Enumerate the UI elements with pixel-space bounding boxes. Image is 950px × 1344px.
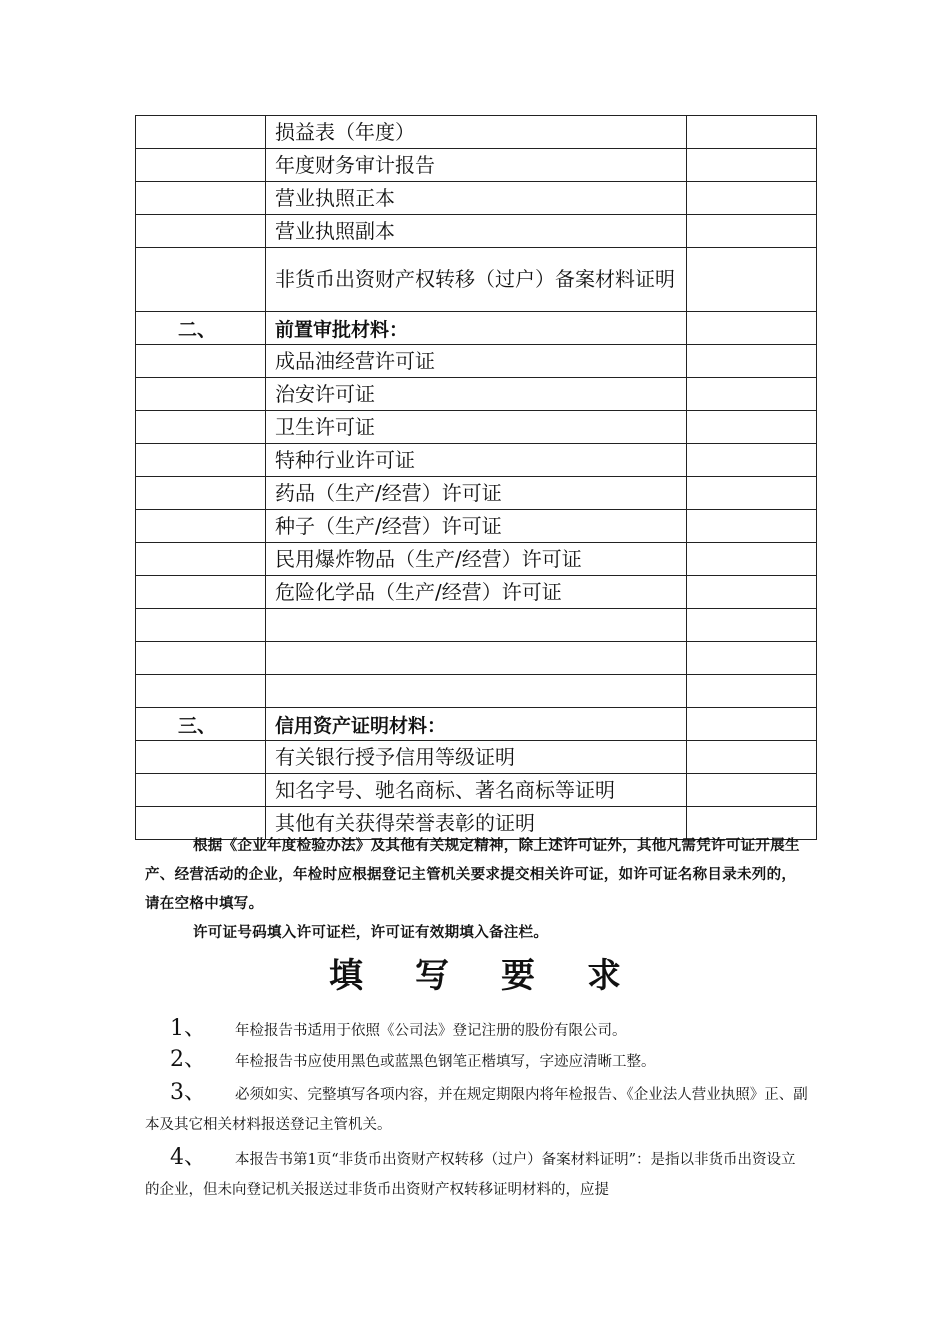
material-name-cell: 治安许可证	[266, 378, 687, 411]
requirement-3	[145, 1078, 810, 1140]
requirement-2	[145, 1045, 810, 1077]
section-number-cell	[136, 609, 266, 642]
table-row	[136, 675, 817, 708]
section-number-cell: 三、	[136, 708, 266, 741]
section-number-cell	[136, 675, 266, 708]
table-row	[136, 215, 817, 248]
material-name-cell: 年度财务审计报告	[266, 149, 687, 182]
section-number-cell	[136, 345, 266, 378]
remark-cell[interactable]	[687, 543, 817, 576]
requirement-text: 年检报告书适用于依照《公司法》登记注册的股份有限公司。	[235, 1023, 627, 1039]
section-number-cell	[136, 510, 266, 543]
section-number-cell	[136, 741, 266, 774]
section-number-cell	[136, 444, 266, 477]
materials-table	[135, 115, 817, 840]
material-name-cell: 特种行业许可证	[266, 444, 687, 477]
material-name-cell: 知名字号、驰名商标、著名商标等证明	[266, 774, 687, 807]
section-number-cell	[136, 378, 266, 411]
table-row	[136, 543, 817, 576]
remark-cell[interactable]	[687, 510, 817, 543]
section-number-cell	[136, 576, 266, 609]
license-number-note: 许可证号码填入许可证栏，许可证有效期填入备注栏。	[193, 925, 549, 941]
section-number-cell	[136, 182, 266, 215]
material-name-cell: 药品（生产/经营）许可证	[266, 477, 687, 510]
remark-cell[interactable]	[687, 215, 817, 248]
table-row	[136, 642, 817, 675]
table-row	[136, 248, 817, 312]
table-row	[136, 312, 817, 345]
remark-cell[interactable]	[687, 444, 817, 477]
requirement-number: 1、	[170, 1016, 206, 1041]
material-name-cell: 民用爆炸物品（生产/经营）许可证	[266, 543, 687, 576]
table-row	[136, 741, 817, 774]
requirement-number: 2、	[170, 1047, 206, 1072]
remark-cell[interactable]	[687, 411, 817, 444]
remark-cell[interactable]	[687, 675, 817, 708]
material-name-cell	[266, 642, 687, 675]
table-row	[136, 182, 817, 215]
table-row	[136, 510, 817, 543]
material-name-cell: 种子（生产/经营）许可证	[266, 510, 687, 543]
requirement-number: 3、	[170, 1080, 206, 1105]
material-name-cell: 危险化学品（生产/经营）许可证	[266, 576, 687, 609]
requirement-text: 本报告书第1页“非货币出资财产权转移（过户）备案材料证明”：是指以非货币出资设立的企业，但未向登记机关报送过非货币出资财产权转移证明材料的，应提	[145, 1152, 796, 1198]
material-name-cell	[266, 609, 687, 642]
material-name-cell: 其他有关获得荣誉表彰的证明	[266, 807, 687, 840]
material-name-cell: 损益表（年度）	[266, 116, 687, 149]
material-name-cell: 非货币出资财产权转移（过户）备案材料证明	[266, 248, 687, 312]
requirement-number: 4、	[170, 1145, 206, 1170]
requirement-text: 年检报告书应使用黑色或蓝黑色钢笔正楷填写，字迹应清晰工整。	[235, 1054, 656, 1070]
remark-cell[interactable]	[687, 345, 817, 378]
table-row	[136, 477, 817, 510]
section-number-cell	[136, 149, 266, 182]
table-row	[136, 444, 817, 477]
table-row	[136, 378, 817, 411]
table-row	[136, 345, 817, 378]
license-note-paragraph: 根据《企业年度检验办法》及其他有关规定精神，除上述许可证外，其他凡需凭许可证开展生产、经营活动的企业，年检时应根据登记主管机关要求提交相关许可证，如许可证名称目录未列的，请在空格中填写。	[145, 838, 800, 912]
remark-cell[interactable]	[687, 248, 817, 312]
section-number-cell: 二、	[136, 312, 266, 345]
remark-cell[interactable]	[687, 609, 817, 642]
section-heading-cell: 前置审批材料：	[266, 312, 687, 345]
section-number-cell	[136, 477, 266, 510]
section-heading-cell: 信用资产证明材料：	[266, 708, 687, 741]
section-number-cell	[136, 642, 266, 675]
remark-cell[interactable]	[687, 378, 817, 411]
table-row	[136, 609, 817, 642]
material-name-cell	[266, 675, 687, 708]
table-row	[136, 708, 817, 741]
remark-cell[interactable]	[687, 116, 817, 149]
section-number-cell	[136, 116, 266, 149]
section-number-cell	[136, 411, 266, 444]
table-row	[136, 149, 817, 182]
remark-cell[interactable]	[687, 741, 817, 774]
section-number-cell	[136, 774, 266, 807]
table-row	[136, 411, 817, 444]
material-name-cell: 卫生许可证	[266, 411, 687, 444]
requirement-4	[145, 1143, 810, 1205]
section-number-cell	[136, 215, 266, 248]
requirement-text: 必须如实、完整填写各项内容，并在规定期限内将年检报告、《企业法人营业执照》正、副本及其它相关材料报送登记主管机关。	[145, 1087, 808, 1133]
remark-cell[interactable]	[687, 642, 817, 675]
table-row	[136, 576, 817, 609]
remark-cell[interactable]	[687, 477, 817, 510]
section-number-cell	[136, 543, 266, 576]
section-title: 填写要求	[329, 956, 673, 996]
material-name-cell: 有关银行授予信用等级证明	[266, 741, 687, 774]
material-name-cell: 成品油经营许可证	[266, 345, 687, 378]
remark-cell[interactable]	[687, 708, 817, 741]
remark-cell[interactable]	[687, 182, 817, 215]
remark-cell[interactable]	[687, 576, 817, 609]
remark-cell[interactable]	[687, 149, 817, 182]
material-name-cell: 营业执照副本	[266, 215, 687, 248]
material-name-cell: 营业执照正本	[266, 182, 687, 215]
section-number-cell	[136, 248, 266, 312]
table-row	[136, 774, 817, 807]
requirement-1	[145, 1014, 810, 1046]
remark-cell[interactable]	[687, 774, 817, 807]
remark-cell[interactable]	[687, 312, 817, 345]
license-note	[145, 832, 810, 948]
table-row	[136, 116, 817, 149]
